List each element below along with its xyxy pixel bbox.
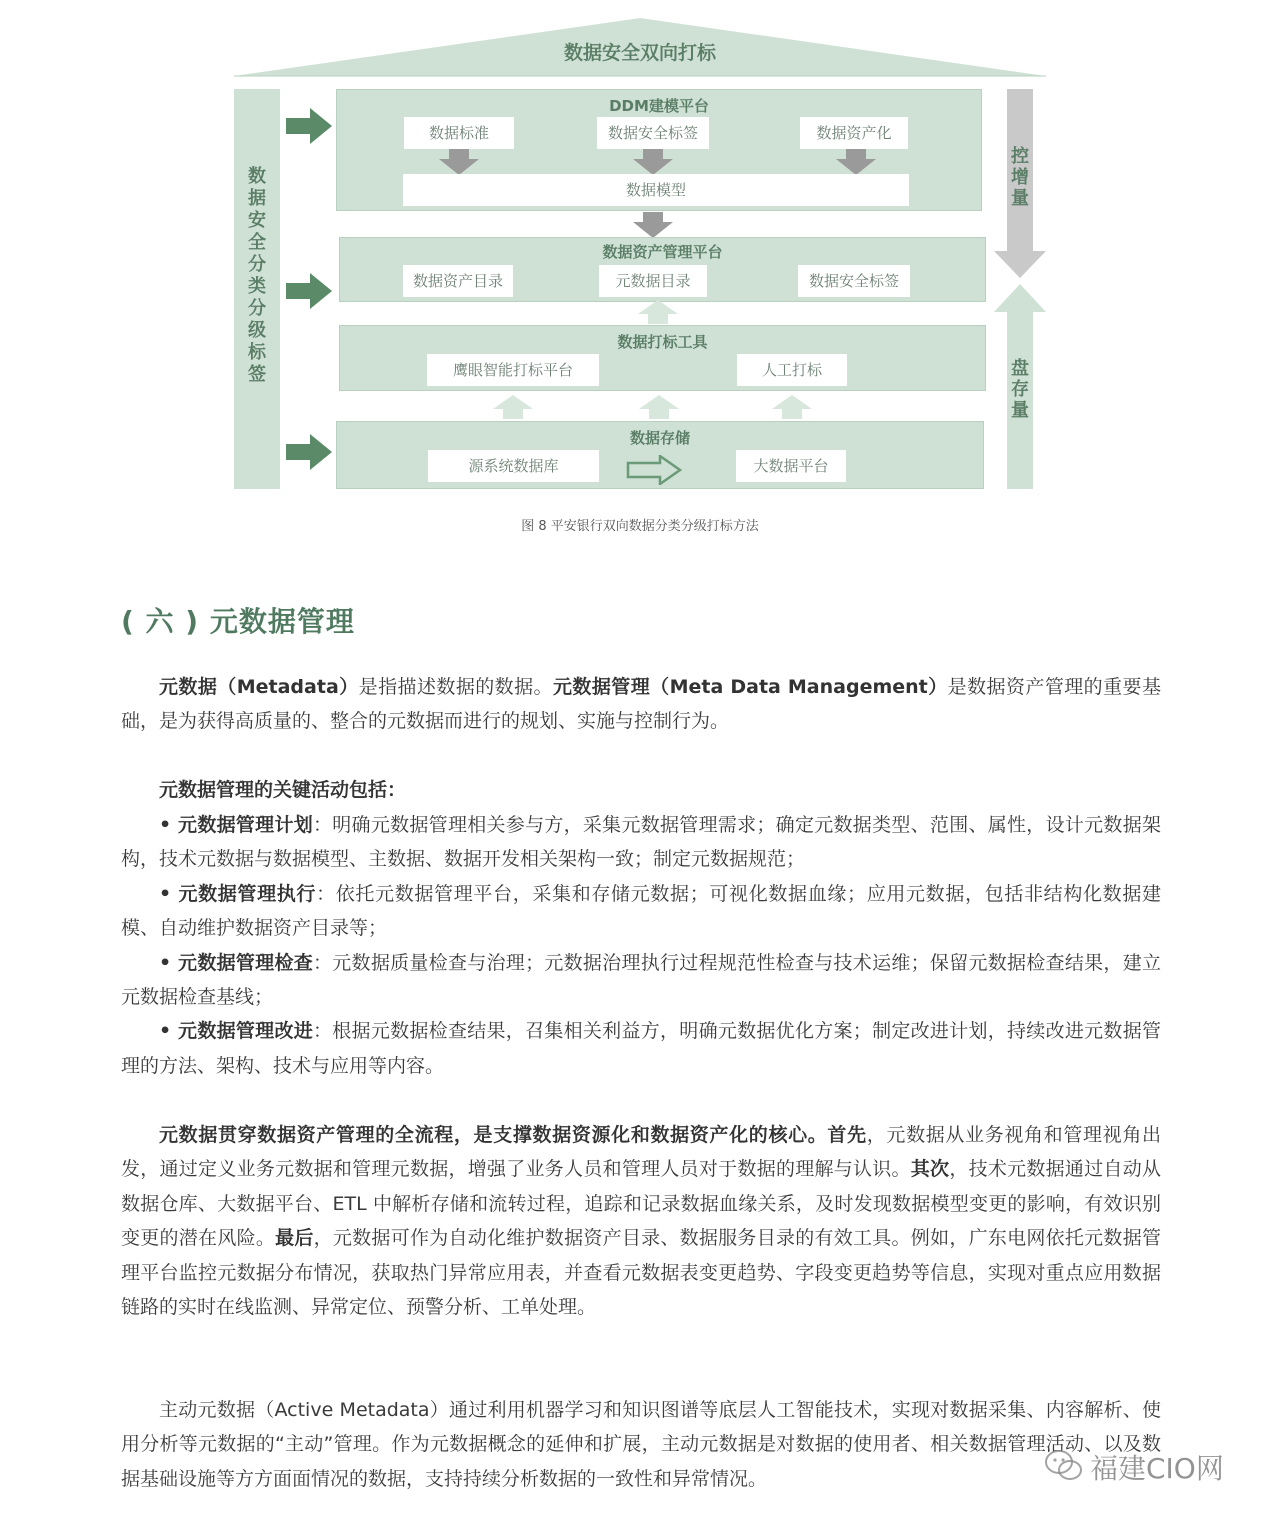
list-item bbox=[121, 877, 1161, 946]
arrow-down-icon bbox=[633, 149, 673, 175]
item-title: 元数据管理计划 bbox=[178, 814, 313, 836]
arrow-right-icon bbox=[286, 434, 332, 470]
list-item bbox=[121, 1014, 1161, 1083]
node-asset-catalog: 数据资产目录 bbox=[403, 265, 513, 297]
item-text: ：明确元数据管理相关参与方，采集元数据管理需求；确定元数据类型、范围、属性，设计元数据架构，技术元数据与数据模型、主数据、数据开发相关架构一致；制定元数据规范； bbox=[121, 814, 1161, 871]
arrow-right-icon bbox=[286, 273, 332, 309]
text: ，元数据从业务视角和管理视角出发，通过定义业务元数据和管理元数据，增强了业务人员和管理人员对于数据的理解与认识。 bbox=[121, 1124, 1161, 1181]
node-assetization: 数据资产化 bbox=[800, 117, 908, 149]
arrow-up-icon bbox=[639, 395, 679, 419]
roof-title: 数据安全双向打标 bbox=[563, 42, 716, 64]
item-title: 元数据管理检查 bbox=[178, 951, 313, 974]
watermark-text: 福建CIO网 bbox=[1090, 1452, 1224, 1485]
paragraph-metadata-core bbox=[121, 1118, 1161, 1324]
last-bold: 最后 bbox=[275, 1227, 314, 1250]
item-title: 元数据管理执行 bbox=[178, 882, 317, 905]
wechat-icon bbox=[1044, 1448, 1084, 1484]
storage-title: 数据存储 bbox=[629, 429, 690, 447]
node-security-label-2: 数据安全标签 bbox=[798, 265, 910, 297]
section-title: ( 六 ) 元数据管理 bbox=[121, 605, 355, 638]
text: ，元数据可作为自动化维护数据资产目录、数据服务目录的有效工具。例如，广东电网依托元数据管理平台监控元数据分布情况，获取热门异常应用表，并查看元数据表变更趋势、字段变更趋势等信息，实现对重点应用数据链路的实时在线监测、异常定位、预警分析、工单处理。 bbox=[121, 1227, 1161, 1319]
term-metadata: 元数据（Metadata） bbox=[159, 676, 359, 698]
item-text: ：依托元数据管理平台，采集和存储元数据；可视化数据血缘；应用元数据，包括非结构化数据建模、自动维护数据资产目录等； bbox=[121, 882, 1161, 940]
item-title: 元数据管理改进 bbox=[178, 1020, 313, 1043]
node-metadata-catalog: 元数据目录 bbox=[599, 265, 707, 297]
arrow-right-icon bbox=[286, 108, 332, 144]
node-data-model: 数据模型 bbox=[403, 174, 909, 206]
item-text: ：元数据质量检查与治理；元数据治理执行过程规范性检查与技术运维；保留元数据检查结果，建立元数据检查基线； bbox=[121, 951, 1161, 1009]
bullet: • bbox=[159, 951, 179, 974]
ddm-title: DDM建模平台 bbox=[609, 97, 709, 115]
arrow-up-icon bbox=[638, 300, 678, 324]
node-security-label: 数据安全标签 bbox=[597, 117, 709, 149]
bullet: • bbox=[159, 1020, 179, 1043]
text: ，技术元数据通过自动从数据仓库、大数据平台、ETL 中解析存储和流转过程，追踪和记录数据血缘关系，及时发现数据模型变更的影响，有效识别变更的潜在风险。 bbox=[121, 1158, 1161, 1250]
tagging-title: 数据打标工具 bbox=[617, 333, 708, 351]
key-title: 元数据管理的关键活动包括： bbox=[159, 779, 407, 801]
paragraph-metadata-definition bbox=[121, 670, 1161, 739]
arrow-up-icon bbox=[772, 395, 812, 419]
list-item bbox=[121, 808, 1161, 877]
control-increment-label: 控增量 bbox=[1011, 146, 1029, 209]
item-text: ：根据元数据检查结果，召集相关利益方，明确元数据优化方案；制定改进计划，持续改进元数据管理的方法、架构、技术与应用等内容。 bbox=[121, 1020, 1161, 1077]
bullet: • bbox=[159, 882, 179, 905]
list-item bbox=[121, 946, 1161, 1015]
asset-title: 数据资产管理平台 bbox=[602, 243, 723, 261]
inventory-stock-label: 盘存量 bbox=[1011, 358, 1029, 421]
node-source-db: 源系统数据库 bbox=[428, 450, 599, 482]
text: 是数据资产管理的重要基础，是为获得高质量的、整合的元数据而进行的规划、实施与控制行为。 bbox=[121, 676, 1161, 733]
node-data-standard: 数据标准 bbox=[404, 117, 514, 149]
text: 是指描述数据的数据。 bbox=[358, 676, 553, 698]
second-bold: 其次 bbox=[910, 1158, 950, 1181]
activity-list bbox=[121, 808, 1161, 1083]
arrow-down-icon bbox=[836, 149, 876, 175]
key-activities-heading bbox=[121, 773, 1161, 807]
figure-diagram bbox=[0, 0, 1280, 540]
figure-caption: 图 8 平安银行双向数据分类分级打标方法 bbox=[521, 519, 759, 534]
arrow-down-icon bbox=[633, 212, 673, 238]
lead-bold: 元数据贯穿数据资产管理的全流程，是支撑数据资源化和数据资产化的核心。首先 bbox=[159, 1124, 867, 1146]
hollow-arrow-right-icon bbox=[626, 455, 682, 485]
node-big-data-platform: 大数据平台 bbox=[736, 450, 846, 482]
bullet: • bbox=[159, 814, 179, 836]
node-eagle-eye: 鹰眼智能打标平台 bbox=[427, 354, 599, 386]
node-manual-tagging: 人工打标 bbox=[737, 354, 847, 386]
paragraph-active-metadata: 主动元数据（Active Metadata）通过利用机器学习和知识图谱等底层人工智能技术，实现对数据采集、内容解析、使用分析等元数据的“主动”管理。作为元数据概念的延伸和扩展，主动元数据是对数据的使用者、相关数据管理活动、以及数据基础设施等方方面面情况的数据，支持持续分析数据的一致性和异常情况。 bbox=[121, 1399, 1161, 1490]
arrow-down-icon bbox=[439, 149, 479, 175]
side-label: 数据安全分类分级标签 bbox=[248, 166, 266, 385]
term-mdm: 元数据管理（Meta Data Management） bbox=[553, 676, 948, 698]
arrow-up-icon bbox=[493, 395, 533, 419]
